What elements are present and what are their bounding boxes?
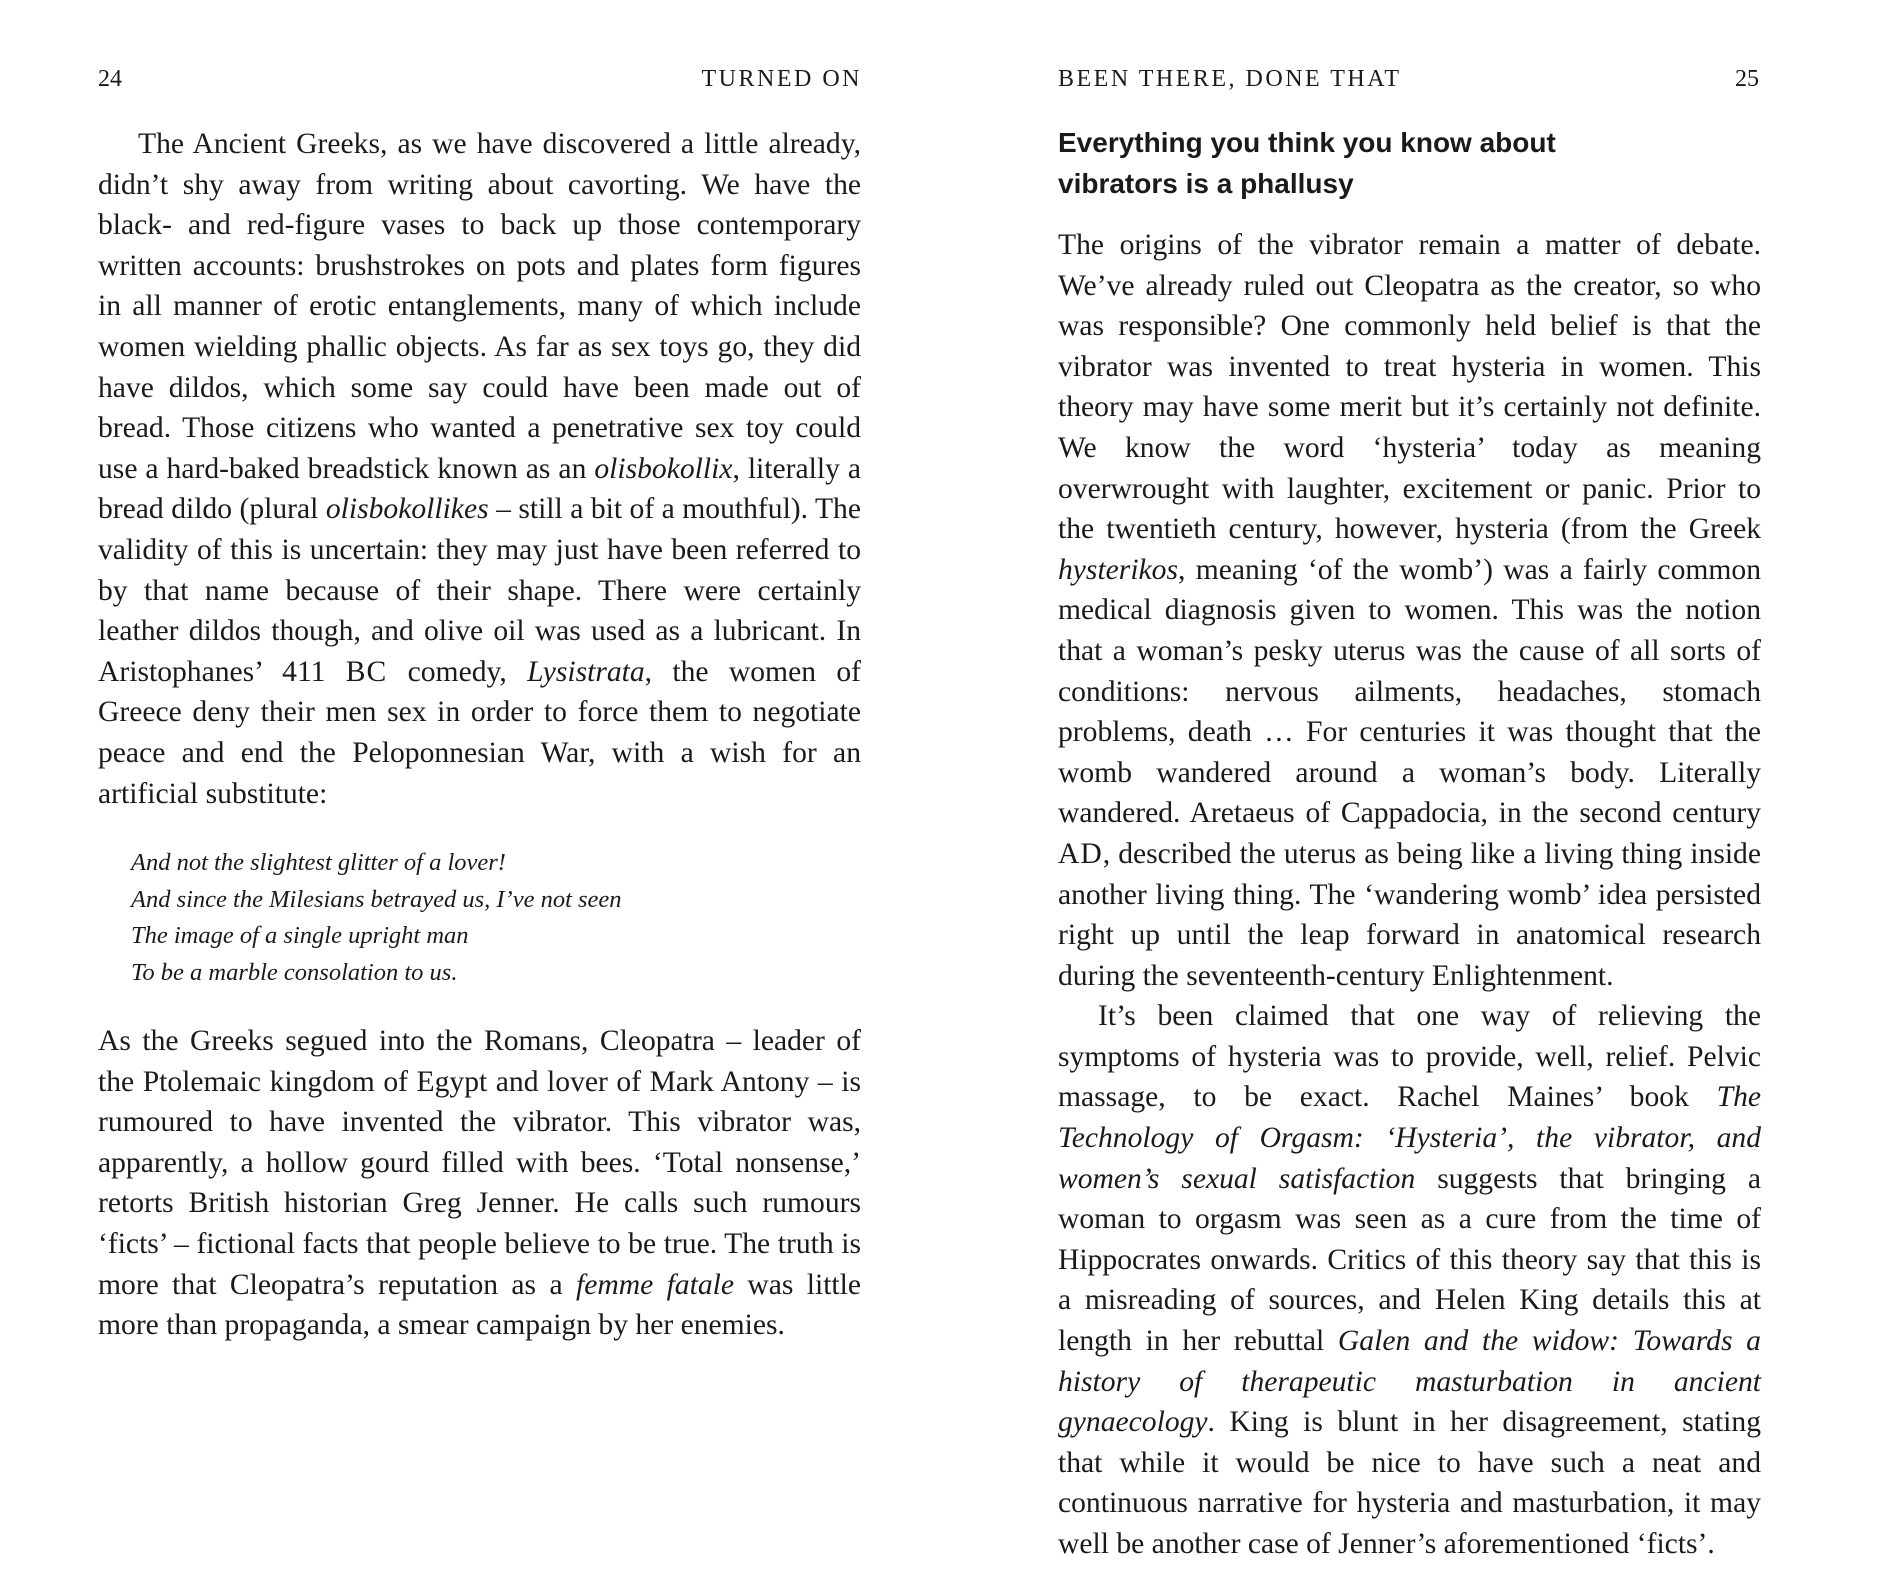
paragraph: The origins of the vibrator remain a matter of debate. We’ve already ruled out Cleopatra as the creator, so who was responsible? One commonly held belief is that the vibrator was invented to treat hysteria in women. This theory may have some merit but it’s certainly not definite. We know the word ‘hysteria’ today as meaning overwrought with laughter, excitement or panic. Prior to the twentieth century, however, hysteria (from the Greek hysterikos, meaning ‘of the womb’) was a fairly common medical diagnosis given to women. This was the notion that a woman’s pesky uterus was the cause of all sorts of conditions: nervous ailments, headaches, stomach problems, death … For centuries it was thought that the womb wandered around a woman’s body. Literally wandered. Aretaeus of Cappadocia, in the second century AD, described the uterus as being like a living thing inside another living thing. The ‘wandering womb’ idea persisted right up until the leap forward in anatomical research during the seventeenth-century Enlightenment. [1058,229,1761,992]
right-page [948,0,1895,1573]
verse-quote [131,845,861,991]
page-number: 25 [1735,66,1759,92]
verse-line: And since the Milesians betrayed us, I’ve not seen [131,885,622,913]
paragraph: As the Greeks segued into the Romans, Cleopatra – leader of the Ptolemaic kingdom of Egypt and lover of Mark Antony – is rumoured to have invented the vibrator. This vibrator was, apparently, a hollow gourd filled with bees. ‘Total nonsense,’ retorts British historian Greg Jenner. He calls such rumours ‘ficts’ – fictional facts that people believe to be true. The truth is more that Cleopatra’s reputation as a femme fatale was little more than propaganda, a smear campaign by her enemies. [98,1025,861,1342]
body-text [98,124,861,1346]
paragraph: The Ancient Greeks, as we have discovered a little already, didn’t shy away from writing about cavorting. We have the black- and red-figure vases to back up those contemporary written accounts: brushstrokes on pots and plates form figures in all manner of erotic entanglements, many of which include women wielding phallic objects. As far as sex toys go, they did have dildos, which some say could have been made out of bread. Those citizens who wanted a penetrative sex toy could use a hard-baked breadstick known as an olisbokollix, literally a bread dildo (plural olisbokollikes – still a bit of a mouthful). The validity of this is uncertain: they may just have been referred to by that name because of their shape. There were certainly leather dildos though, and olive oil was used as a lubricant. In Aristophanes’ 411 BC comedy, Lysistrata, the women of Greece deny their men sex in order to force them to negotiate peace and end the Peloponnesian War, with a wish for an artificial substitute: [98,128,861,810]
page-number: 24 [98,66,122,92]
running-head: BEEN THERE, DONE THAT [1058,66,1402,92]
verse-line: To be a marble consolation to us. [131,958,458,986]
running-head: TURNED ON [701,66,862,92]
body-text [1058,225,1761,1565]
paragraph: It’s been claimed that one way of relieving the symptoms of hysteria was to provide, well, relief. Pelvic massage, to be exact. Rachel Maines’ book The Technology of Orgasm: ‘Hysteria’, the vibrator, and women’s sexual satisfaction suggests that bringing a woman to orgasm was seen as a cure from the time of Hippocrates onwards. Critics of this theory say that this is a misreading of sources, and Helen King details this at length in her rebuttal Galen and the widow: Towards a history of therapeutic masturbation in ancient gynaecology. King is blunt in her disagreement, stating that while it would be nice to have such a neat and continuous narrative for hysteria and masturbation, it may well be another case of Jenner’s aforementioned ‘ficts’. [1058,1000,1761,1560]
verse-line: The image of a single upright man [131,922,469,950]
verse-line: And not the slightest glitter of a lover! [131,849,506,877]
section-heading: Everything you think you know about vibrators is a phallusy [1058,127,1556,199]
